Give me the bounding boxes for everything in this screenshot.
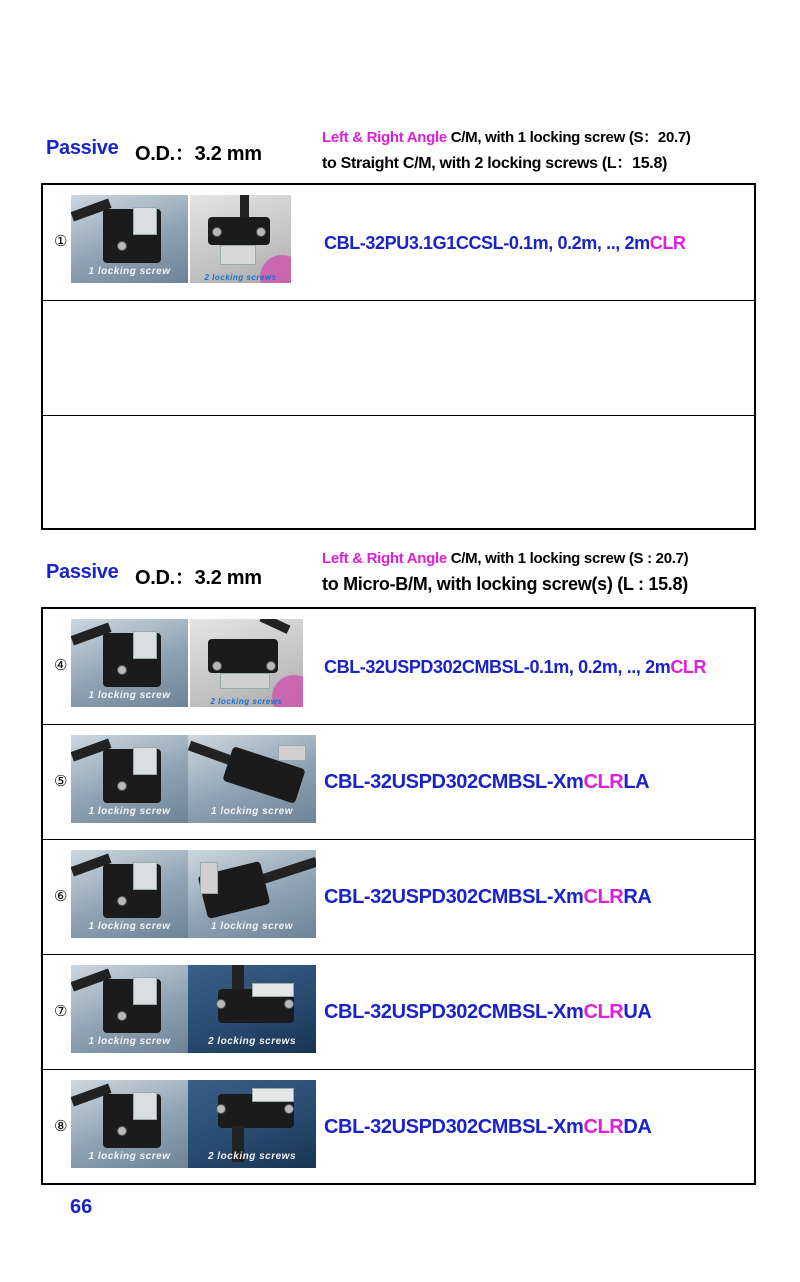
- part-number: [324, 1116, 651, 1139]
- passive-label: Passive: [46, 137, 119, 159]
- part-number-suffix: LA: [623, 771, 650, 793]
- table-row-empty: [43, 300, 754, 415]
- part-number-suffix: DA: [623, 1116, 652, 1138]
- photo-caption: 1 locking screw: [88, 266, 171, 277]
- description-line1-rest: C/M, with 1 locking screw (S : 20.7): [446, 550, 689, 567]
- row-number: ⑥: [54, 887, 68, 905]
- row-number: ⑦: [54, 1002, 68, 1020]
- part-number: [324, 233, 686, 254]
- outer-diameter-label: O.D.：3.2 mm: [135, 143, 262, 165]
- part-number-clr: CLR: [583, 771, 624, 793]
- part-number-main: CBL-32USPD302CMBSL-Xm: [324, 886, 584, 908]
- type-c-connector-photo: [71, 619, 188, 707]
- part-number-main: CBL-32USPD302CMBSL-Xm: [324, 1001, 584, 1023]
- part-number-clr: CLR: [649, 233, 686, 253]
- type-c-connector-photo: [71, 735, 188, 823]
- type-c-connector-photo: [71, 1080, 188, 1168]
- passive-label: Passive: [46, 561, 119, 583]
- part-number: [324, 657, 706, 678]
- part-number: [324, 771, 649, 794]
- description-line2: to Micro-B/M, with locking screw(s) (L : 15.8): [322, 574, 688, 594]
- table-row: [43, 1069, 754, 1184]
- photo-caption: 1 locking screw: [88, 1036, 171, 1047]
- straight-connector-photo: [190, 195, 291, 283]
- part-number-main: CBL-32USPD302CMBSL-Xm: [324, 1116, 584, 1138]
- outer-diameter-label: O.D.：3.2 mm: [135, 567, 262, 589]
- photo-caption: 2 locking screws: [204, 273, 277, 282]
- product-table-2: [41, 607, 756, 1185]
- part-number-clr: CLR: [583, 1001, 624, 1023]
- part-number-clr: CLR: [670, 657, 707, 677]
- description-line1: [322, 126, 691, 147]
- page-number: 66: [70, 1196, 93, 1218]
- part-number-clr: CLR: [583, 1116, 624, 1138]
- right-angle-micro-b-photo: [188, 850, 316, 938]
- photo-caption: 1 locking screw: [88, 690, 171, 701]
- type-c-connector-photo: [71, 850, 188, 938]
- table-row: [43, 185, 754, 300]
- table-row: [43, 609, 754, 724]
- row-number: ⑤: [54, 772, 68, 790]
- photo-caption: 1 locking screw: [88, 806, 171, 817]
- description-line2: to Straight C/M, with 2 locking screws (L：15.8): [322, 155, 668, 172]
- row-number: ⑧: [54, 1117, 68, 1135]
- part-number-main: CBL-32USPD302CMBSL-0.1m, 0.2m, .., 2m: [324, 657, 671, 677]
- description-line1-rest: C/M, with 1 locking screw (S：20.7): [446, 129, 691, 146]
- table-row: [43, 724, 754, 839]
- product-table-1: [41, 183, 756, 530]
- type-c-connector-photo: [71, 965, 188, 1053]
- photo-caption: 1 locking screw: [211, 806, 293, 817]
- photo-caption: 1 locking screw: [211, 921, 293, 932]
- photo-caption: 2 locking screws: [210, 697, 283, 706]
- down-angle-micro-b-photo: [188, 1080, 316, 1168]
- description-line1: [322, 550, 688, 567]
- up-angle-micro-b-photo: [188, 965, 316, 1053]
- micro-b-connector-photo: [190, 619, 303, 707]
- part-number: [324, 886, 651, 909]
- part-number-clr: CLR: [583, 886, 624, 908]
- angle-highlight: Left & Right Angle: [322, 129, 447, 146]
- type-c-connector-photo: [71, 195, 188, 283]
- photo-caption: 2 locking screws: [207, 1151, 297, 1162]
- left-angle-micro-b-photo: [188, 735, 316, 823]
- photo-caption: 1 locking screw: [88, 921, 171, 932]
- part-number-main: CBL-32USPD302CMBSL-Xm: [324, 771, 584, 793]
- row-number: ④: [54, 656, 68, 674]
- photo-caption: 2 locking screws: [207, 1036, 297, 1047]
- table-row-empty: [43, 415, 754, 530]
- table-row: [43, 954, 754, 1069]
- part-number-suffix: UA: [623, 1001, 652, 1023]
- row-number: ①: [54, 232, 68, 250]
- part-number-suffix: RA: [623, 886, 652, 908]
- part-number-main: CBL-32PU3.1G1CCSL-0.1m, 0.2m, .., 2m: [324, 233, 650, 253]
- angle-highlight: Left & Right Angle: [322, 550, 447, 567]
- table-row: [43, 839, 754, 954]
- part-number: [324, 1001, 651, 1024]
- photo-caption: 1 locking screw: [88, 1151, 171, 1162]
